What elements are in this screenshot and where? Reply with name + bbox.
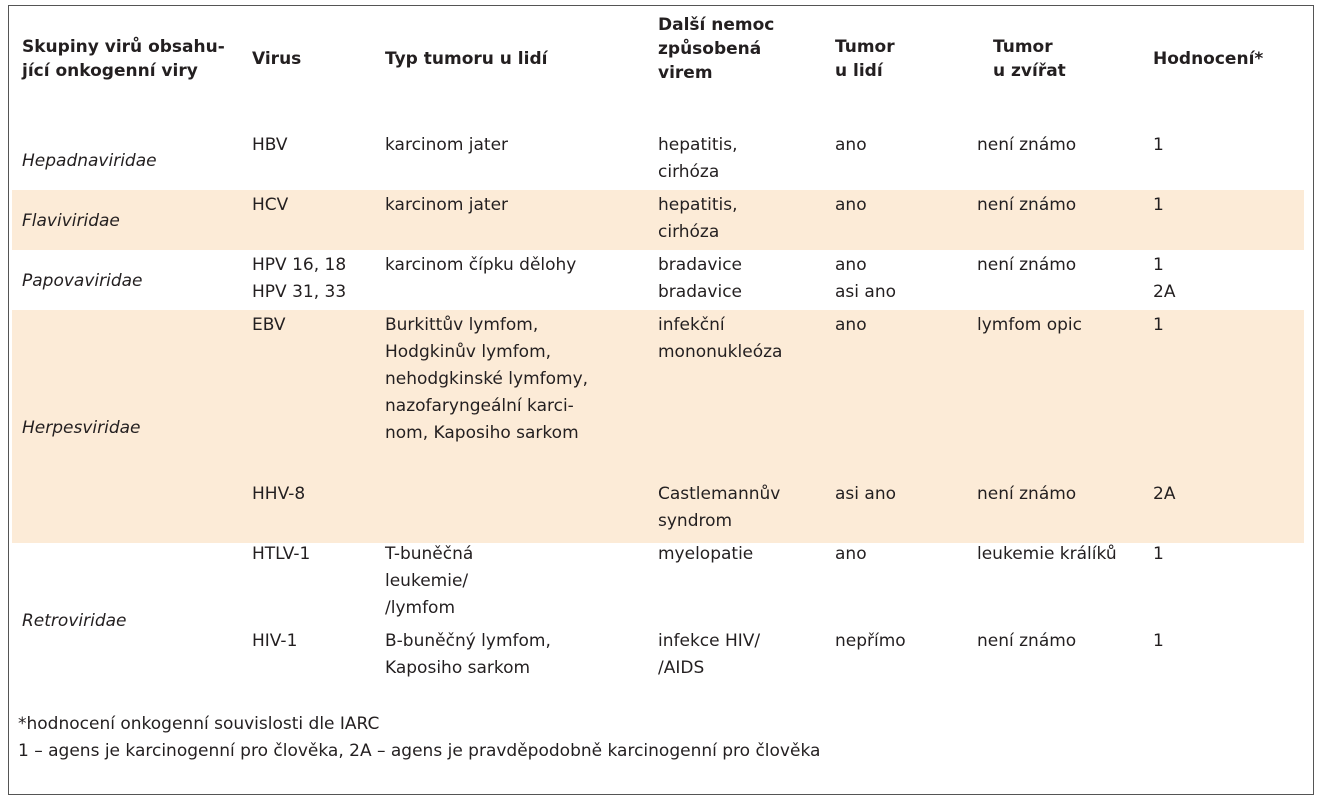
tumor-humans-cell: ano xyxy=(835,135,867,155)
rating-cell: 1 xyxy=(1153,255,1164,275)
tumor-type-cell: /lymfom xyxy=(385,598,456,618)
tumor-animals-cell: není známo xyxy=(977,484,1077,504)
virus-cell: HTLV-1 xyxy=(252,544,311,564)
rating-cell: 1 xyxy=(1153,135,1164,155)
tumor-animals-cell: není známo xyxy=(977,631,1077,651)
tumor-animals-cell: není známo xyxy=(977,195,1077,215)
header-other-disease: virem xyxy=(658,63,713,83)
other-disease-cell: mononukleóza xyxy=(658,342,783,362)
tumor-type-cell: B-buněčný lymfom, xyxy=(385,631,551,651)
tumor-animals-cell: leukemie králíků xyxy=(977,544,1117,564)
tumor-type-cell: T-buněčná xyxy=(385,544,474,564)
header-other-disease: způsobená xyxy=(658,39,762,59)
other-disease-cell: bradavice xyxy=(658,282,742,302)
tumor-type-cell: leukemie/ xyxy=(385,571,469,591)
tumor-humans-cell: asi ano xyxy=(835,282,896,302)
header-tumor-humans: u lidí xyxy=(835,61,883,81)
tumor-type-cell: karcinom jater xyxy=(385,195,509,215)
virus-cell: HCV xyxy=(252,195,289,215)
family-label: Hepadnaviridae xyxy=(22,151,157,171)
tumor-type-cell: karcinom jater xyxy=(385,135,509,155)
header-tumor-animals: Tumor xyxy=(993,37,1053,57)
tumor-humans-cell: ano xyxy=(835,195,867,215)
rating-cell: 2A xyxy=(1153,484,1176,504)
other-disease-cell: myelopatie xyxy=(658,544,754,564)
tumor-type-cell: Kaposiho sarkom xyxy=(385,658,531,678)
virus-cell: HPV 31, 33 xyxy=(252,282,347,302)
tumor-type-cell: nehodgkinské lymfomy, xyxy=(385,369,589,389)
tumor-animals-cell: není známo xyxy=(977,135,1077,155)
family-label: Retroviridae xyxy=(22,611,127,631)
tumor-humans-cell: ano xyxy=(835,255,867,275)
other-disease-cell: hepatitis, xyxy=(658,135,738,155)
header-family: Skupiny virů obsahu- xyxy=(22,37,225,57)
footnote: *hodnocení onkogenní souvislosti dle IARC xyxy=(18,714,380,734)
virus-cell: HPV 16, 18 xyxy=(252,255,347,275)
tumor-type-cell: karcinom čípku dělohy xyxy=(385,255,577,275)
tumor-animals-cell: není známo xyxy=(977,255,1077,275)
tumor-humans-cell: nepřímo xyxy=(835,631,906,651)
family-label: Flaviviridae xyxy=(22,211,120,231)
virus-cell: HIV-1 xyxy=(252,631,298,651)
rating-cell: 1 xyxy=(1153,195,1164,215)
tumor-type-cell: nazofaryngeální karci- xyxy=(385,396,574,416)
other-disease-cell: cirhóza xyxy=(658,162,720,182)
header-tumor-animals: u zvířat xyxy=(993,61,1066,81)
tumor-animals-cell: lymfom opic xyxy=(977,315,1082,335)
tumor-humans-cell: ano xyxy=(835,315,867,335)
virus-cell: HBV xyxy=(252,135,288,155)
tumor-humans-cell: ano xyxy=(835,544,867,564)
family-label: Herpesviridae xyxy=(22,418,141,438)
header-tumor-humans: Tumor xyxy=(835,37,895,57)
rating-cell: 1 xyxy=(1153,631,1164,651)
tumor-type-cell: Hodgkinův lymfom, xyxy=(385,342,552,362)
header-other-disease: Další nemoc xyxy=(658,15,775,35)
header-family: jící onkogenní viry xyxy=(22,61,198,81)
footnote: 1 – agens je karcinogenní pro člověka, 2A – agens je pravděpodobně karcinogenní pro člověka xyxy=(18,741,821,761)
header-tumor-type: Typ tumoru u lidí xyxy=(385,49,548,69)
other-disease-cell: /AIDS xyxy=(658,658,705,678)
header-virus: Virus xyxy=(252,49,302,69)
other-disease-cell: Castlemannův xyxy=(658,484,781,504)
other-disease-cell: infekce HIV/ xyxy=(658,631,761,651)
rating-cell: 1 xyxy=(1153,315,1164,335)
tumor-type-cell: nom, Kaposiho sarkom xyxy=(385,423,579,443)
other-disease-cell: bradavice xyxy=(658,255,742,275)
family-label: Papovaviridae xyxy=(22,271,143,291)
virus-cell: EBV xyxy=(252,315,286,335)
rating-cell: 1 xyxy=(1153,544,1164,564)
other-disease-cell: cirhóza xyxy=(658,222,720,242)
rating-cell: 2A xyxy=(1153,282,1176,302)
virus-cell: HHV-8 xyxy=(252,484,306,504)
tumor-humans-cell: asi ano xyxy=(835,484,896,504)
other-disease-cell: hepatitis, xyxy=(658,195,738,215)
header-rating: Hodnocení* xyxy=(1153,49,1264,69)
other-disease-cell: syndrom xyxy=(658,511,733,531)
other-disease-cell: infekční xyxy=(658,315,725,335)
tumor-type-cell: Burkittův lymfom, xyxy=(385,315,539,335)
